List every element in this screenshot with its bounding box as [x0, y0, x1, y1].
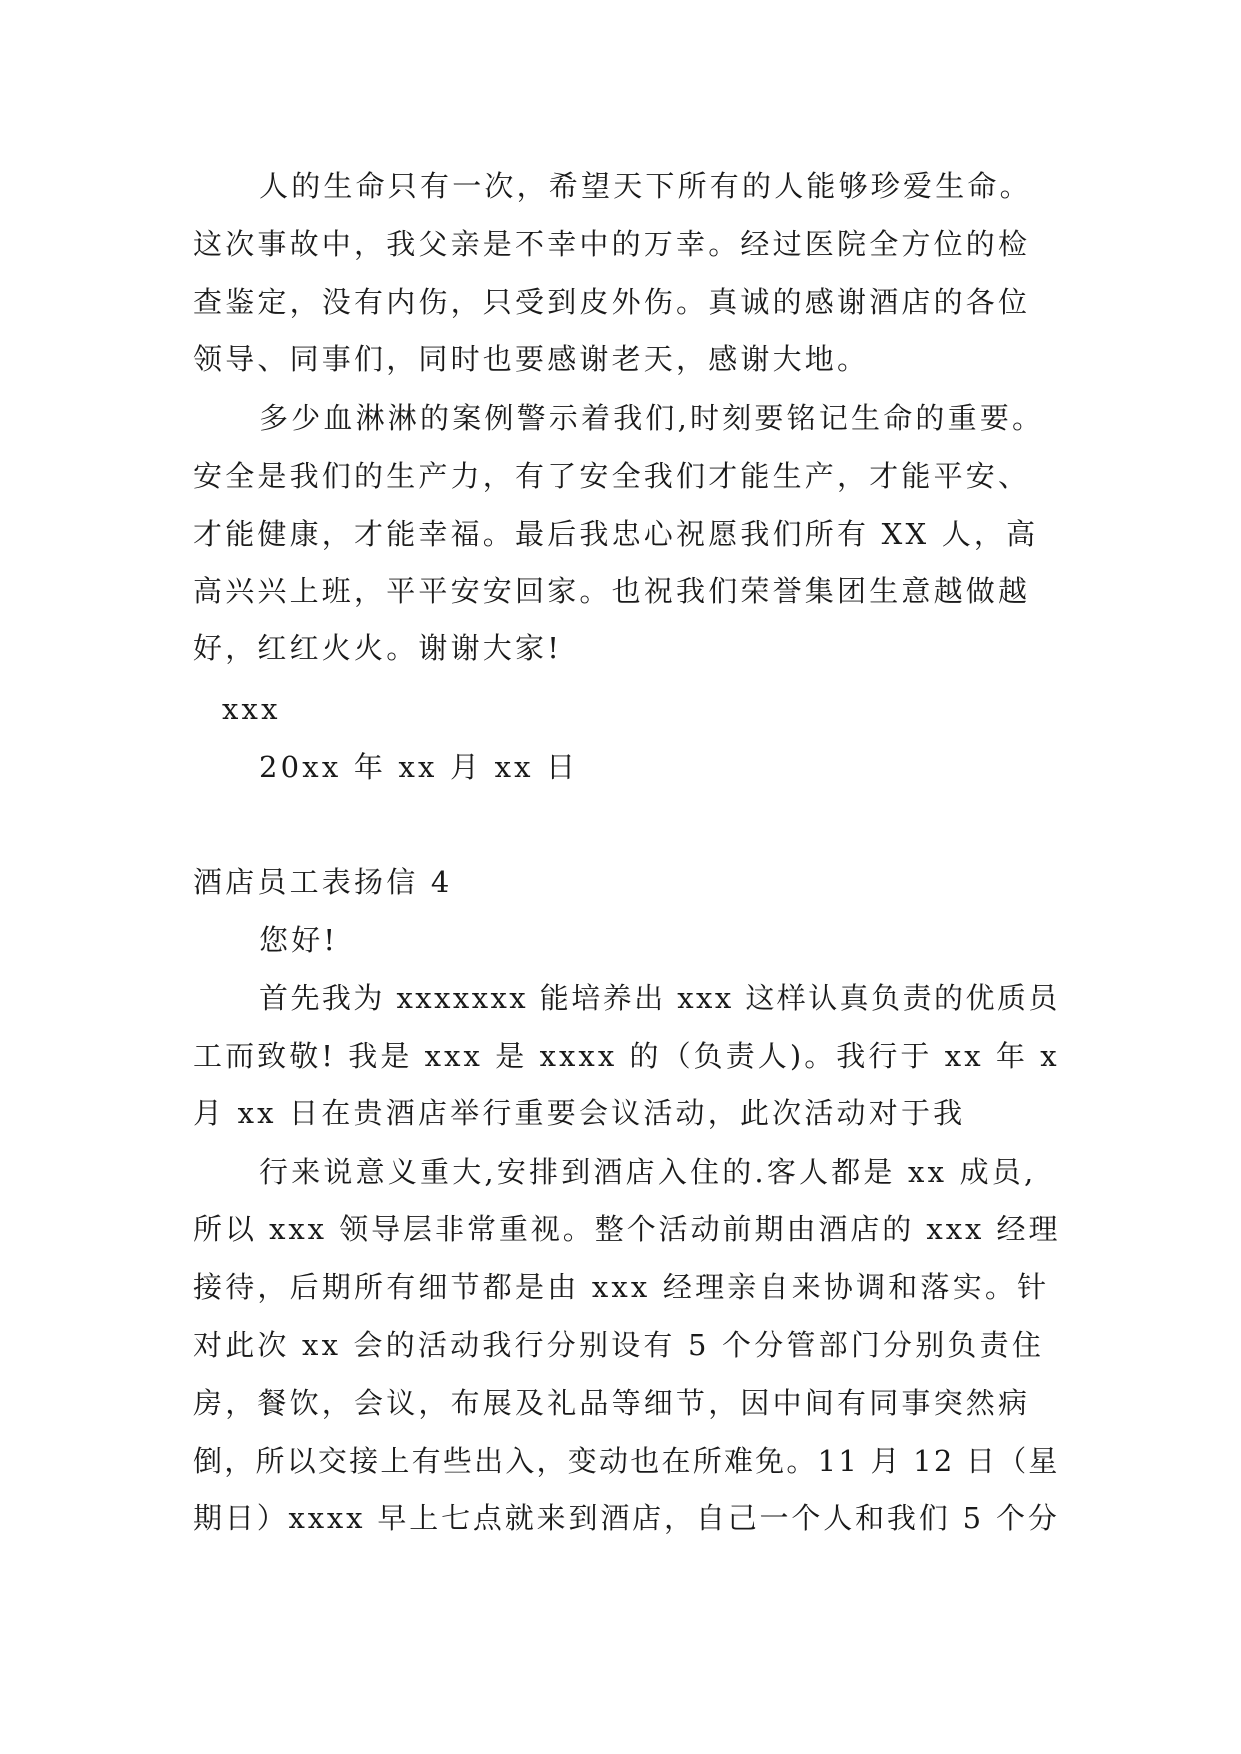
paragraph-2-line-5: 好，红红火火。谢谢大家!	[193, 631, 563, 665]
paragraph-1-line-3: 查鉴定，没有内伤，只受到皮外伤。真诚的感谢酒店的各位	[193, 285, 1031, 319]
signature-date: 20xx 年 xx 月 xx 日	[259, 750, 579, 784]
letter-4-paragraph-2-line-2: 所以 xxx 领导层非常重视。整个活动前期由酒店的 xxx 经理	[193, 1212, 1061, 1246]
paragraph-1-line-2: 这次事故中，我父亲是不幸中的万幸。经过医院全方位的检	[193, 227, 1031, 261]
paragraph-2-line-3: 才能健康，才能幸福。最后我忠心祝愿我们所有 XX 人，高	[193, 517, 1039, 551]
paragraph-2-line-4: 高兴兴上班，平平安安回家。也祝我们荣誉集团生意越做越	[193, 574, 1031, 608]
letter-4-paragraph-2-line-5: 房，餐饮，会议，布展及礼品等细节，因中间有同事突然病	[193, 1386, 1031, 1420]
letter-4-paragraph-2-line-6: 倒，所以交接上有些出入，变动也在所难免。11 月 12 日（星	[193, 1444, 1060, 1478]
letter-4-title: 酒店员工表扬信 4	[193, 865, 453, 899]
letter-4-paragraph-1-line-2: 工而致敬! 我是 xxx 是 xxxx 的（负责人)。我行于 xx 年 x	[193, 1039, 1060, 1073]
letter-4-greeting: 您好!	[259, 923, 339, 957]
paragraph-1-line-1: 人的生命只有一次，希望天下所有的人能够珍爱生命。	[259, 169, 1032, 203]
letter-4-paragraph-2-line-7: 期日）xxxx 早上七点就来到酒店，自己一个人和我们 5 个分	[193, 1501, 1060, 1535]
paragraph-2-line-2: 安全是我们的生产力，有了安全我们才能生产，才能平安、	[193, 459, 1031, 493]
letter-4-paragraph-1-line-3: 月 xx 日在贵酒店举行重要会议活动，此次活动对于我	[193, 1096, 966, 1130]
letter-4-paragraph-2-line-3: 接待，后期所有细节都是由 xxx 经理亲自来协调和落实。针	[193, 1270, 1050, 1304]
paragraph-2-line-1: 多少血淋淋的案例警示着我们,时刻要铭记生命的重要。	[259, 401, 1045, 435]
signature-name: xxx	[222, 692, 281, 726]
letter-4-paragraph-2-line-4: 对此次 xx 会的活动我行分别设有 5 个分管部门分别负责住	[193, 1328, 1045, 1362]
letter-4-paragraph-2-line-1: 行来说意义重大,安排到酒店入住的.客人都是 xx 成员,	[259, 1155, 1037, 1189]
letter-4-paragraph-1-line-1: 首先我为 xxxxxxx 能培养出 xxx 这样认真负责的优质员	[259, 981, 1060, 1015]
paragraph-1-line-4: 领导、同事们，同时也要感谢老天，感谢大地。	[193, 342, 870, 376]
